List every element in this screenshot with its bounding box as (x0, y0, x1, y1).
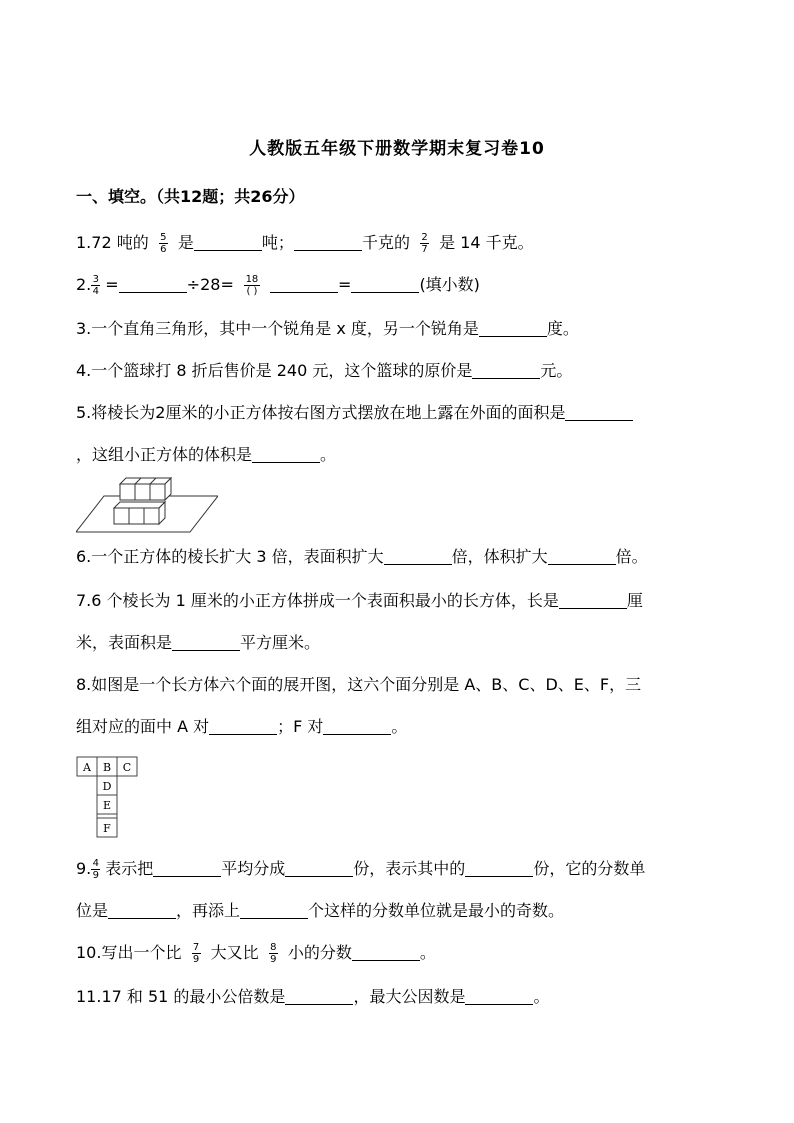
answer-blank[interactable] (240, 902, 308, 919)
answer-blank[interactable] (384, 548, 452, 565)
answer-blank[interactable] (479, 320, 547, 337)
fraction: $\frac{2}{7}$ (421, 232, 428, 255)
answer-blank[interactable] (252, 446, 320, 463)
question-5-line-1: 5.将棱长为2厘米的小正方体按右图方式摆放在地上露在外面的面积是 (76, 402, 633, 424)
question-6: 6.一个正方体的棱长扩大 3 倍，表面积扩大 倍，体积扩大 倍。 (76, 547, 648, 566)
answer-blank[interactable] (351, 276, 419, 293)
question-11: 11.17 和 51 的最小公倍数是 ，最大公因数是 。 (76, 987, 550, 1006)
cube-stack-figure (76, 474, 218, 536)
question-5-line-2: ，这组小正方体的体积是 。 (76, 445, 337, 464)
question-4: 4.一个篮球打 8 折后售价是 240 元，这个篮球的原价是 元。 (76, 361, 573, 380)
answer-blank[interactable] (172, 634, 240, 651)
fraction: $\frac{18}{( )}$ (245, 274, 259, 297)
answer-blank[interactable] (209, 718, 277, 735)
question-8-line-2: 组对应的面中 A 对 ；F 对 。 (76, 717, 408, 736)
section-heading: 一、填空。（共12题；共26分） (76, 187, 305, 206)
question-9-line-2: 位是 ，再添上 个这样的分数单位就是最小的奇数。 (76, 901, 565, 920)
answer-blank[interactable] (323, 718, 391, 735)
question-7-line-1: 7.6 个棱长为 1 厘米的小正方体拼成一个表面积最小的长方体，长是 厘 (76, 591, 643, 610)
question-10: 10.写出一个比 $\frac{7}{9}$ 大又比 $\frac{8}{9}$ 小的分数 。 (76, 942, 436, 965)
question-3: 3.一个直角三角形，其中一个锐角是 x 度，另一个锐角是 度。 (76, 319, 579, 338)
fraction: $\frac{7}{9}$ (192, 942, 200, 965)
page-title: 人教版五年级下册数学期末复习卷10 (249, 139, 545, 159)
answer-blank[interactable] (153, 860, 221, 877)
answer-blank[interactable] (285, 860, 353, 877)
question-2: 2. $\frac{3}{4}$ = ÷28= $\frac{18}{( )}$ = (填小数) (76, 274, 480, 297)
answer-blank[interactable] (465, 988, 533, 1005)
answer-blank[interactable] (465, 860, 533, 877)
answer-blank[interactable] (548, 548, 616, 565)
net-label-c: C (122, 761, 132, 774)
answer-blank[interactable] (352, 944, 420, 961)
answer-blank[interactable] (119, 276, 187, 293)
net-label-d: D (102, 780, 112, 793)
answer-blank[interactable] (472, 362, 540, 379)
answer-blank[interactable] (285, 988, 353, 1005)
net-label-f: F (103, 822, 111, 835)
fraction: $\frac{8}{9}$ (270, 942, 277, 965)
cuboid-net-figure (76, 756, 140, 838)
fraction: $\frac{5}{6}$ (160, 232, 167, 255)
net-label-b: B (102, 761, 112, 774)
net-label-e: E (102, 799, 112, 812)
answer-blank[interactable] (294, 234, 362, 251)
question-9-line-1: 9. $\frac{4}{9}$ 表示把 平均分成 份，表示其中的 份，它的分数单 (76, 858, 646, 881)
answer-blank[interactable] (559, 592, 627, 609)
net-label-a: A (83, 761, 91, 774)
answer-blank[interactable] (108, 902, 176, 919)
answer-blank[interactable] (270, 276, 338, 293)
answer-blank[interactable] (565, 404, 633, 421)
fraction: $\frac{3}{4}$ (92, 274, 99, 297)
fraction: $\frac{4}{9}$ (92, 858, 99, 881)
question-7-line-2: 米，表面积是 平方厘米。 (76, 633, 321, 652)
question-1: 1.72 吨的 $\frac{5}{6}$ 是 吨； 千克的 $\frac{2}{7}$ 是 14 千克。 (76, 232, 534, 255)
answer-blank[interactable] (194, 234, 262, 251)
question-8-line-1: 8.如图是一个长方体六个面的展开图，这六个面分别是 A、B、C、D、E、F，三 (76, 675, 642, 694)
